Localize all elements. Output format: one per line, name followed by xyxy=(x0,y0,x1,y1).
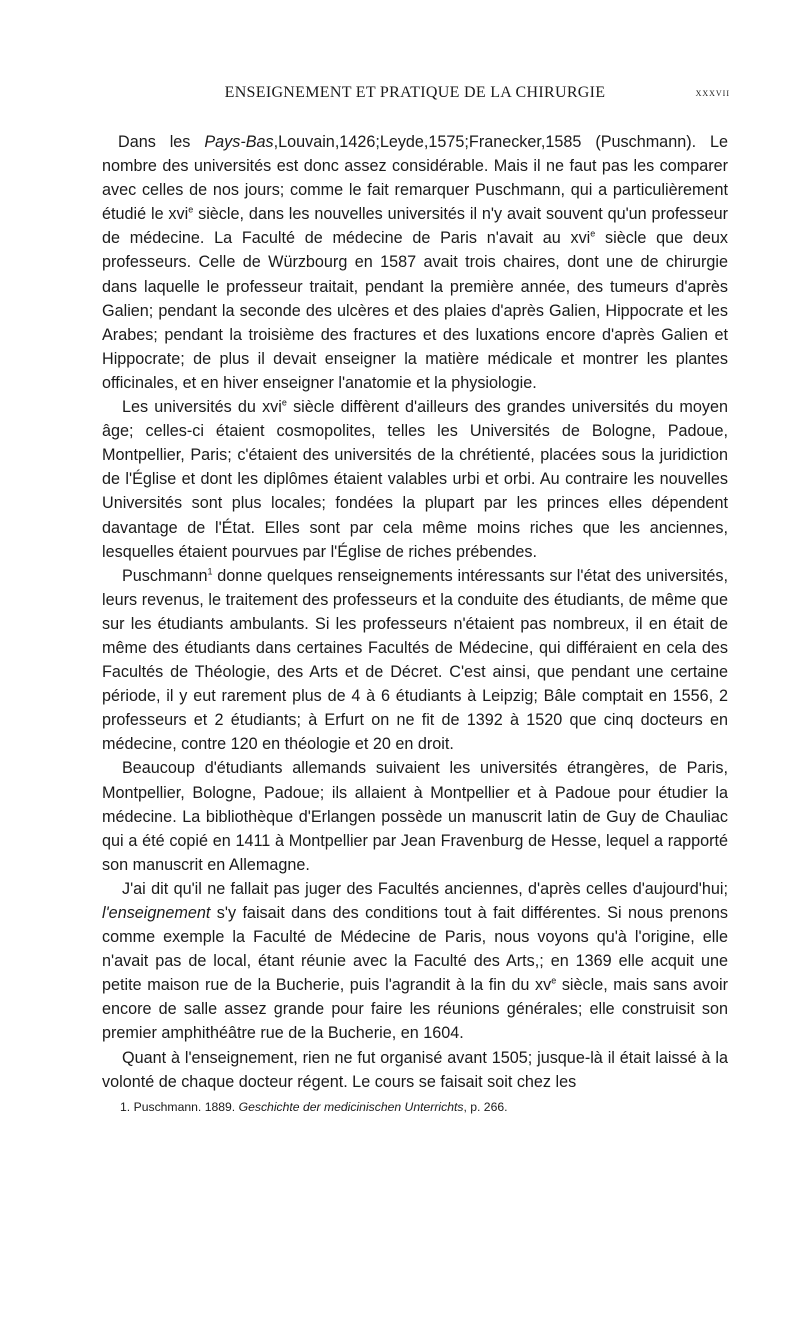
body-text xyxy=(102,130,728,1094)
footnote-author: Puschmann. 1889. xyxy=(133,1100,236,1114)
footnote-title: Geschichte der medicinischen Unterrichts xyxy=(238,1100,464,1114)
superscript-e: e xyxy=(188,204,194,215)
running-title: ENSEIGNEMENT ET PRATIQUE DE LA CHIRURGIE xyxy=(224,84,606,101)
paragraph-3-text-b: donne quelques renseignements intéressants sur l'état des universités, leurs revenus, le traitement des professeurs et la conduite des étudiants, de même que sur les étudiants ambulants. Si les professeurs n'étaient pas nombreux, il en était de même des étudiants dans certaines Facultés de Médecine, qui différaient en cela des Facultés de Théologie, des Arts et de Décret. C'est ainsi, que pendant une certaine période, il y eut rarement plus de 4 à 6 étudiants à Leipzig; Bâle comptait en 1556, 2 professeurs et 2 étudiants; à Erfurt on ne fit de 1392 à 1520 que cinq docteurs en médecine, contre 120 en théologie et 20 en droit. xyxy=(102,566,728,754)
paragraph-5-text-a: J'ai dit qu'il ne fallait pas juger des Facultés anciennes, d'après celles d'aujourd'hui; xyxy=(122,879,728,898)
paragraph-1-text-c: siècle que deux professeurs. Celle de Würzbourg en 1587 avait trois chaires, dont une de chirurgie dans laquelle le professeur traitait, pendant la première année, des tumeurs d'après Galien; pendant la seconde des ulcères et des plaies d'après Galien, Hippocrate et les Arabes; pendant la troisième des fractures et des luxations encore d'après Galien et Hippocrate; de plus il devait enseigner la matière médicale et montrer les plantes officinales, et en hiver enseigner l'anatomie et la physiologie. xyxy=(102,229,728,392)
paragraph-4: Beaucoup d'étudiants allemands suivaient les universités étrangères, de Paris, Montpellier, Bologne, Padoue; ils allaient à Montpellier et à Padoue pour étudier la médecine. La bibliothèque d'Erlangen possède un manuscrit latin de Guy de Chauliac qui a été copié en 1411 à Montpellier par Jean Fravenburg de Hesse, lequel a rapporté son manuscrit en Allemagne. xyxy=(102,759,728,874)
page-number: xxxvii xyxy=(695,87,730,99)
footnote xyxy=(120,1099,728,1115)
paragraph-5-text-c: siècle, mais sans avoir encore de salle assez grande pour faire les réunions générales; elle construisit son premier amphithéâtre rue de la Bucherie, en 1604. xyxy=(102,976,728,1043)
running-head xyxy=(100,84,730,106)
superscript-e: e xyxy=(281,397,287,408)
paragraph-5 xyxy=(102,877,728,1046)
paragraph-5-text-b: s'y faisait dans des conditions tout à fait différentes. Si nous prenons comme exemple la Faculté de Médecine de Paris, nous voyons qu'à l'origine, elle n'avait pas de local, étant réunie avec la Faculté des Arts,; en 1369 elle acquit une petite maison rue de la Bucherie, puis l'agrandit à la fin du xv xyxy=(102,904,729,995)
superscript-e: e xyxy=(551,975,557,986)
paragraph-5-italic: l'enseignement xyxy=(102,904,211,922)
paragraph-2-text-b: siècle diffèrent d'ailleurs des grandes universités du moyen âge; celles-ci étaient cosmopolites, telles les Universités de Bologne, Padoue, Montpellier, Paris; c'étaient des universités de la chrétienté, placées sous la juridiction de l'Église et dont les diplômes étaient valables urbi et orbi. Au contraire les nouvelles Universités sont plus locales; fondées la plupart par les princes elles dépendent davantage de l'État. Elles sont par cela même moins riches que les anciennes, lesquelles étaient pourvues par l'Église de riches prébendes. xyxy=(102,398,728,561)
paragraph-1-text-b: siècle, dans les nouvelles universités il n'y avait souvent qu'un professeur de médecine. La Faculté de médecine de Paris n'avait au xvi xyxy=(102,205,729,248)
paragraph-2 xyxy=(102,395,728,564)
footnote-number: 1. xyxy=(120,1100,131,1114)
paragraph-1-text-a: Louvain,1426;Leyde,1575;Franecker,1585 (Puschmann). Le nombre des universités est donc assez considérable. Mais il ne faut pas les comparer avec celles de nos jours; comme le fait remarquer Puschmann, qui a particulièrement étudié le xvi xyxy=(102,133,729,224)
paragraph-3-text-a: Puschmann xyxy=(122,566,208,585)
superscript-e: e xyxy=(590,228,596,239)
paragraph-2-text-a: Les universités du xvi xyxy=(122,398,282,417)
footnote-page: , p. 266. xyxy=(463,1100,508,1114)
paragraph-3 xyxy=(102,564,728,757)
paragraph-1: Dans les Pays-Bas,Louvain,1426;Leyde,1575;Franecker,1585 (Puschmann). Le nombre des universités est donc assez considérable. Mais il ne faut pas les comparer avec celles de nos jours; comme le fait remarquer Puschmann, qui a particulièrement étudié le xvi$^e$ siècle, dans les nouvelles universités il n'y avait souvent qu'un professeur de médecine. La Faculté de médecine de Paris n'avait au xvi$^e$ siècle que deux professeurs. Celle de Würzbourg en 1587 avait trois chaires, dont une de chirurgie dans laquelle le professeur traitait, pendant la première année, des tumeurs d'après Galien; pendant la seconde des ulcères et des plaies d'après Galien, Hippocrate et les Arabes; pendant la troisième des fractures et des luxations encore d'après Galien et Hippocrate; de plus il devait enseigner la matière médicale et montrer les plantes officinales, et en hiver enseigner l'anatomie et la physiologie. xyxy=(102,133,729,392)
paragraph-6: Quant à l'enseignement, rien ne fut organisé avant 1505; jusque-là il était laissé à la volonté de chaque docteur régent. Le cours se faisait soit chez les xyxy=(102,1048,728,1091)
paragraph-1-lead: Dans les xyxy=(118,133,191,151)
paragraph-1-italic: Pays-Bas xyxy=(204,133,274,151)
footnote-ref: 1 xyxy=(207,566,213,577)
